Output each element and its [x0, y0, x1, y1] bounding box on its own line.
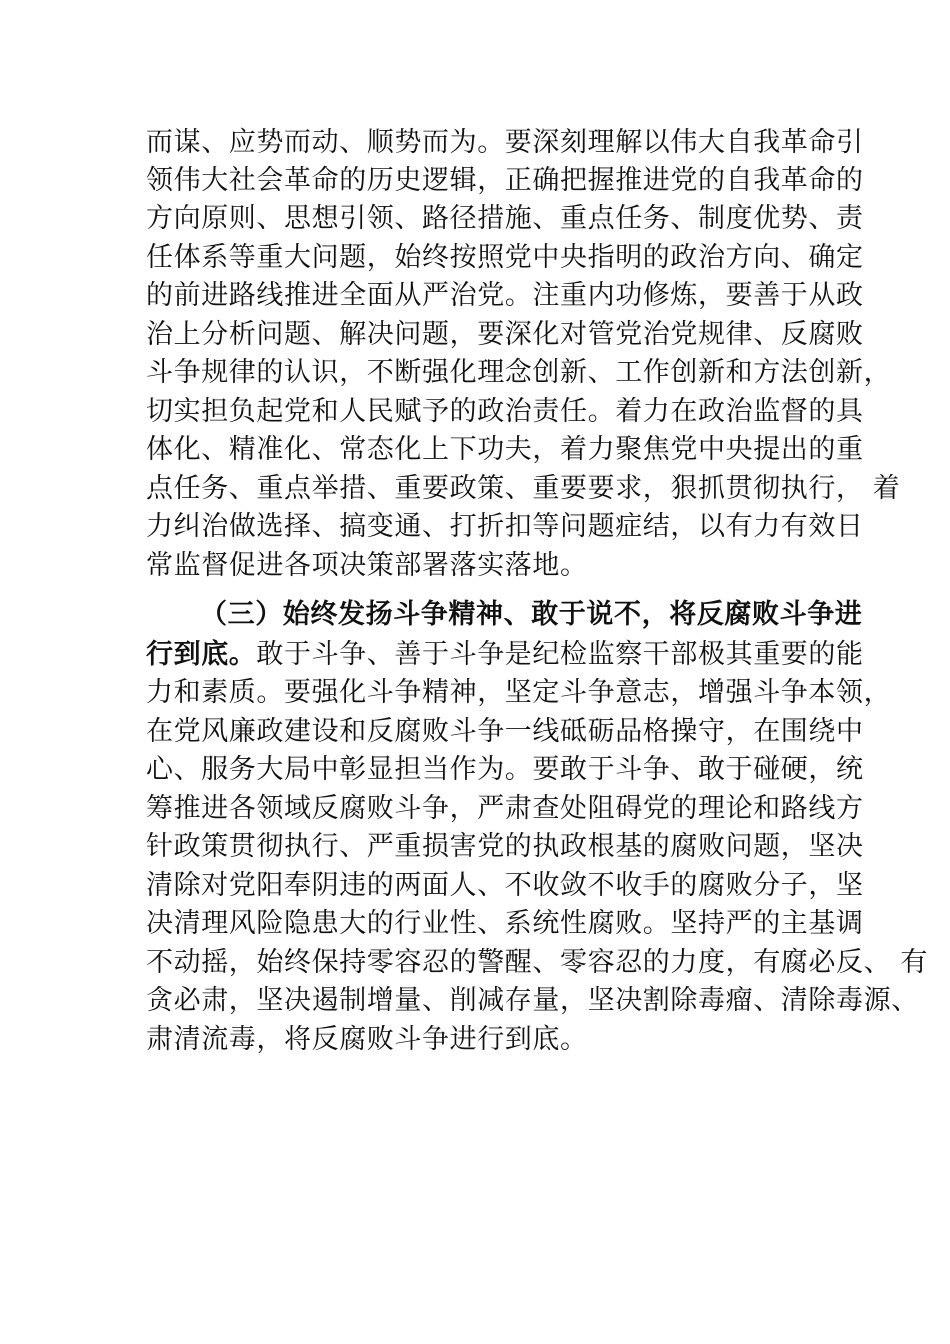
- paragraph-1-line: 常监督促进各项决策部署落实落地。: [146, 550, 588, 581]
- section-3-heading-continuation: [146, 637, 864, 673]
- paragraph-1-line: 力纠治做选择、搞变通、打折扣等问题症结，以有力有效日: [146, 511, 864, 542]
- paragraph-2-line: 不动摇，始终保持零容忍的警醒、零容忍的力度，有腐必反、 有: [146, 947, 928, 978]
- paragraph-1-line: 方向原则、思想引领、路径措施、重点任务、制度优势、责: [146, 203, 864, 234]
- paragraph-2-line: 决清理风险隐患大的行业性、系统性腐败。坚持严的主基调: [146, 908, 864, 939]
- paragraph-1-line: 领伟大社会革命的历史逻辑，正确把握推进党的自我革命的: [146, 165, 864, 196]
- paragraph-1-line: 的前进路线推进全面从严治党。注重内功修炼，要善于从政: [146, 280, 864, 311]
- paragraph-1-line: 而谋、应势而动、顺势而为。要深刻理解以伟大自我革命引: [146, 127, 864, 158]
- paragraph-2-line: 贪必肃，坚决遏制增量、削减存量，坚决割除毒瘤、清除毒源、: [146, 985, 919, 1016]
- paragraph-1-line: 任体系等重大问题，始终按照党中央指明的政治方向、确定: [146, 242, 864, 273]
- paragraph-2-line: 力和素质。要强化斗争精神，坚定斗争意志，增强斗争本领，: [146, 677, 892, 708]
- paragraph-2-line: 在党风廉政建设和反腐败斗争一线砥砺品格操守，在围绕中: [146, 716, 864, 747]
- paragraph-2-line: 肃清流毒，将反腐败斗争进行到底。: [146, 1024, 588, 1055]
- paragraph-1-line: 切实担负起党和人民赋予的政治责任。着力在政治监督的具: [146, 396, 864, 427]
- paragraph-1-line: 斗争规律的认识，不断强化理念创新、工作创新和方法创新，: [146, 357, 892, 388]
- section-3-heading: （三）始终发扬斗争精神、敢于说不，将反腐败斗争进: [200, 599, 863, 630]
- paragraph-2-line: 清除对党阳奉阴违的两面人、不收敛不收手的腐败分子，坚: [146, 870, 864, 901]
- paragraph-2-line: 针政策贯彻执行、严重损害党的执政根基的腐败问题，坚决: [146, 831, 864, 862]
- paragraph-1-line: 治上分析问题、解决问题，要深化对管党治党规律、反腐败: [146, 319, 864, 350]
- paragraph-1-line: 点任务、重点举措、重要政策、重要要求，狠抓贯彻执行， 着: [146, 473, 901, 504]
- paragraph-2-first-text: 敢于斗争、善于斗争是纪检监察干部极其重要的能: [256, 639, 864, 670]
- paragraph-1-line: 体化、精准化、常态化上下功夫，着力聚焦党中央提出的重: [146, 434, 864, 465]
- paragraph-2-line: 筹推进各领域反腐败斗争，严肃查处阻碍党的理论和路线方: [146, 793, 864, 824]
- paragraph-2-line: 心、服务大局中彰显担当作为。要敢于斗争、敢于碰硬，统: [146, 754, 864, 785]
- section-3-heading-end: 行到底。: [146, 639, 257, 670]
